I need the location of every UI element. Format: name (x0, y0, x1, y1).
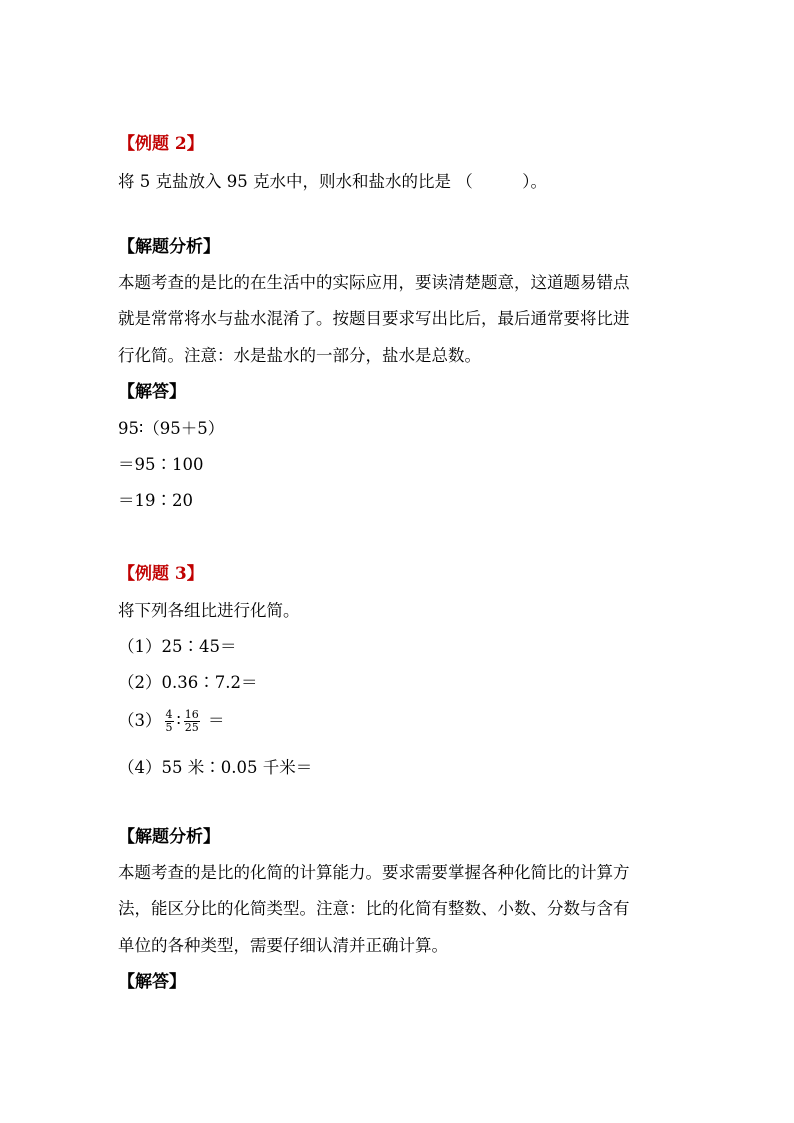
example-2-heading: 【例题 2】 (118, 134, 204, 154)
example-2-answer-line-2: ＝95∶100 (118, 455, 204, 474)
example-2-analysis-line-3: 行化简。注意：水是盐水的一部分，盐水是总数。 (118, 346, 481, 365)
fraction-16-25 (184, 709, 200, 734)
example-2-answer-line-3: ＝19∶20 (118, 491, 193, 510)
example-3-analysis-line-1: 本题考查的是比的化简的计算能力。要求需要掌握各种化简比的计算方 (118, 863, 630, 882)
ratio-colon: ∶ (176, 711, 181, 730)
fraction-4-5 (165, 709, 174, 734)
example-2-analysis-heading: 【解题分析】 (118, 237, 220, 257)
example-2-analysis-line-1: 本题考查的是比的在生活中的实际应用，要读清楚题意，这道题易错点 (118, 273, 630, 292)
example-3-heading: 【例题 3】 (118, 564, 204, 584)
item-3-suffix: ＝ (208, 711, 225, 730)
example-3-item-4: （4）55 米∶0.05 千米＝ (118, 758, 313, 777)
example-2-analysis-line-2: 就是常常将水与盐水混淆了。按题目要求写出比后，最后通常要将比进 (118, 309, 630, 328)
fraction-numerator: 16 (184, 708, 199, 721)
example-3-item-1: （1）25∶45＝ (118, 637, 237, 656)
example-2-answer-line-1: 95∶（95＋5） (118, 419, 225, 438)
example-2-question: 将 5 克盐放入 95 克水中，则水和盐水的比是 （ ）。 (118, 172, 547, 191)
fraction-numerator: 4 (165, 708, 173, 721)
example-3-analysis-line-2: 法，能区分比的化简类型。注意：比的化简有整数、小数、分数与含有 (118, 899, 630, 918)
example-3-analysis-line-3: 单位的各种类型，需要仔细认清并正确计算。 (118, 936, 448, 955)
example-3-question: 将下列各组比进行化简。 (118, 601, 300, 620)
example-3-analysis-heading: 【解题分析】 (118, 827, 220, 847)
fraction-denominator: 5 (165, 721, 173, 734)
fraction-denominator: 25 (184, 721, 199, 734)
example-3-answer-heading: 【解答】 (118, 972, 186, 992)
example-3-item-2: （2）0.36∶7.2＝ (118, 673, 258, 692)
example-3-item-3 (118, 709, 225, 734)
item-3-prefix: （3） (118, 711, 162, 730)
example-2-answer-heading: 【解答】 (118, 382, 186, 402)
